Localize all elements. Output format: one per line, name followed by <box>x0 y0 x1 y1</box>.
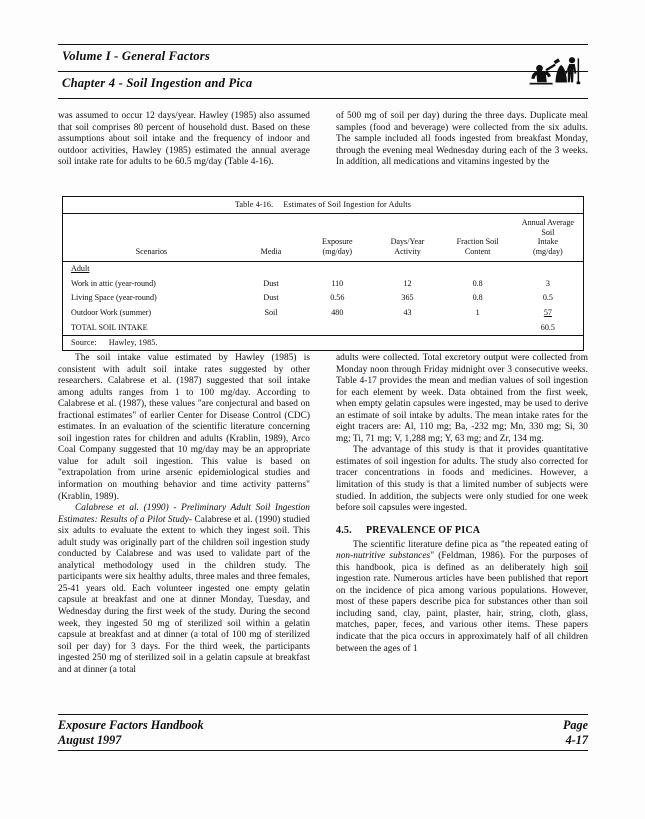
group-cell-days <box>372 261 442 276</box>
study-title-italic: Calabrese et al. (1990) - Preliminary Adult Soil Ingestion Estimates: Results of a Pilot Study- <box>58 503 310 525</box>
cell-scenario: Outdoor Work (summer) <box>71 308 152 318</box>
footer-date: August 1997 <box>58 733 122 747</box>
cell-media: Soil <box>264 308 278 318</box>
header-volume-line <box>58 45 588 71</box>
table-total-row <box>63 320 583 335</box>
column-header-days-line2: Activity <box>394 246 421 256</box>
table-body <box>63 261 583 335</box>
footer-left <box>58 718 204 748</box>
column-header-fraction-line2: Content <box>464 246 491 256</box>
paragraph-right-1: adults were collected. Total excretory output were collected from Monday noon through Friday midnight over 3 consecutive weeks. Table 4-17 provides the mean and median values of soil ingestion for each element by week. Data obtained from the first week, when empty gelatin capsules were ingested, may be used to derive an estimate of soil intake by adults. The mean intake rates for the eight tracers are: Al, 110 mg; Ba, -232 mg; Mn, 330 mg; Si, 30 mg; Ti, 71 mg; V, 1,288 mg; Y, 63 mg; and Zr, 134 mg. <box>336 353 588 444</box>
group-cell-media <box>240 261 302 276</box>
cell-days-year: 43 <box>403 308 412 318</box>
table-row <box>63 306 583 321</box>
section-number: 4.5. <box>336 524 352 536</box>
group-label-text: Adult <box>71 264 90 274</box>
source-label: Source: <box>71 338 97 348</box>
pica-text-italic: non-nutritive substances <box>336 551 431 562</box>
table-4-16 <box>62 196 584 351</box>
column-header-scenarios: Scenarios <box>63 214 240 262</box>
right-column-main <box>336 353 588 676</box>
column-header-fraction-soil <box>443 214 513 262</box>
paragraph-right-3 <box>336 540 588 655</box>
section-heading-4-5 <box>336 525 588 536</box>
table-group-row <box>63 261 583 276</box>
column-header-exposure-line1: Exposure <box>322 237 353 247</box>
cell-annual: 3 <box>545 278 550 288</box>
table-caption-number: Table 4-16. <box>234 200 274 209</box>
right-column-top <box>336 111 588 169</box>
total-cell-days <box>372 320 442 335</box>
footer-page-number: 4-17 <box>565 733 588 747</box>
column-header-annual-line3: (mg/day) <box>533 246 563 256</box>
column-header-exposure <box>302 214 372 262</box>
table-source-note <box>63 335 583 351</box>
cell-media: Dust <box>263 278 279 288</box>
header-chapter-line <box>58 72 588 98</box>
pica-text-a: The scientific literature define pica as "the repeated eating of <box>353 539 588 550</box>
footer-right <box>563 718 588 748</box>
cell-fraction: 0.8 <box>472 293 483 303</box>
pica-text-b: " (Feldman, 1986). For the purposes of this handbook, pica is defined as an deliberately high <box>336 551 588 573</box>
paragraph-right-top: of 500 mg of soil per day) during the three days. Duplicate meal samples (food and beverage) were collected from the six adults. The sample included all foods ingested from breakfast Monday, through the evening meal Wednesday during each of the 3 weeks. In addition, all medications and vitamins ingested by the <box>336 111 588 168</box>
header-rule-bottom <box>58 98 588 99</box>
total-label: TOTAL SOIL INTAKE <box>71 322 148 332</box>
page-footer <box>58 714 588 751</box>
cell-exposure: 0.56 <box>330 293 345 303</box>
people-digging-silhouette-icon <box>528 56 586 86</box>
column-header-days-line1: Days/Year <box>390 237 425 247</box>
main-text-columns <box>58 353 588 676</box>
left-column-top <box>58 111 310 169</box>
soil-ingestion-table <box>63 214 583 335</box>
chapter-title: Chapter 4 - Soil Ingestion and Pica <box>62 76 253 90</box>
top-text-columns <box>58 111 588 169</box>
table-caption <box>63 197 583 214</box>
paragraph-left-top: was assumed to occur 12 days/year. Hawley (1985) also assumed that soil comprises 80 percent of household dust. Based on these assumptions about soil intake and the frequency of indoor and outdoor activities, Hawley (1985) estimated the annual average soil intake rate for adults to be 60.5 mg/day (Table 4-16). <box>58 111 310 168</box>
cell-scenario: Living Space (year-round) <box>71 293 157 303</box>
column-header-media: Media <box>240 214 302 262</box>
cell-fraction: 1 <box>475 308 480 318</box>
page-header <box>58 44 588 99</box>
group-cell-annual <box>513 261 583 276</box>
cell-days-year: 365 <box>401 293 414 303</box>
cell-fraction: 0.8 <box>472 278 483 288</box>
pica-text-c: ingestion rate. Numerous articles have been published that report on the incidence of pica among various populations. However, most of these papers describe pica for substances other than soil including sand, clay, paint, plaster, hair, string, cloth, glass, matches, paper, feces, and various other items. These papers indicate that the pica occurs in approximately half of all children between the ages of 1 <box>336 574 588 654</box>
footer-handbook-title: Exposure Factors Handbook <box>58 718 204 732</box>
paragraph-right-2: The advantage of this study is that it provides quantitative estimates of soil ingestion for adults. The study also corrected for tracer concentrations in foods and medicines. However, a limitation of this study is that a limited number of subjects were studied. In addition, the subjects were only studied for one week before soil capsules were ingested. <box>336 445 588 514</box>
paragraph-left-2 <box>58 503 310 676</box>
table-header-row <box>63 214 583 262</box>
cell-annual: 0.5 <box>542 293 553 303</box>
left-column-main <box>58 353 310 676</box>
top-column-row <box>58 111 588 169</box>
source-text: Hawley, 1985. <box>108 338 158 348</box>
cell-scenario: Work in attic (year-round) <box>71 278 156 288</box>
cell-days-year: 12 <box>403 278 412 288</box>
cell-media: Dust <box>263 293 279 303</box>
total-cell-fraction <box>443 320 513 335</box>
column-header-days-year <box>372 214 442 262</box>
volume-title: Volume I - General Factors <box>62 49 210 63</box>
main-column-row <box>58 353 588 676</box>
total-cell-media <box>240 320 302 335</box>
section-title: PREVALENCE OF PICA <box>366 524 481 536</box>
total-value: 60.5 <box>540 322 555 332</box>
cell-exposure: 110 <box>331 278 344 288</box>
column-header-annual-average <box>513 214 583 262</box>
column-header-exposure-line2: (mg/day) <box>322 246 353 256</box>
footer-rule-bottom <box>58 750 588 751</box>
column-header-annual-line2: Intake <box>537 237 558 247</box>
footer-page-word: Page <box>562 718 588 732</box>
table-row <box>63 291 583 306</box>
pica-text-underlined: soil <box>574 562 588 573</box>
column-header-fraction-line1: Fraction Soil <box>456 237 499 247</box>
table-row <box>63 276 583 291</box>
footer-body <box>58 715 588 748</box>
table-head <box>63 214 583 262</box>
table-caption-text: Estimates of Soil Ingestion for Adults <box>283 200 412 209</box>
group-cell-exposure <box>302 261 372 276</box>
paragraph-left-2-rest: Calabrese et al. (1990) studied six adults to evaluate the extent to which they ingest soil. This adult study was originally part of the children soil ingestion study conducted by Calabrese and was used to validate part of the analytical methodology used in the children study. The participants were six healthy adults, three males and three females, 25-41 years old. Each volunteer ingested one empty gelatin capsule at breakfast and one at dinner Monday, Tuesday, and Wednesday during the first week of the study. During the second week, they ingested 50 mg of sterilized soil within a gelatin capsule at breakfast and at dinner (a total of 100 mg of sterilized soil per day) for 3 days. For the third week, the participants ingested 250 mg of sterilized soil in a gelatin capsule at breakfast and at dinner (a total <box>58 514 310 675</box>
group-label-adult <box>63 261 240 276</box>
total-cell-exposure <box>302 320 372 335</box>
column-header-annual-line1: Annual Average Soil <box>521 218 574 237</box>
group-cell-fraction <box>443 261 513 276</box>
cell-exposure: 480 <box>331 308 344 318</box>
cell-annual-underlined: 57 <box>543 308 552 318</box>
paragraph-left-1: The soil intake value estimated by Hawley (1985) is consistent with adult soil intake rates suggested by other researchers. Calabrese et al. (1987) suggested that soil intake among adults ranges from 1 to 100 mg/day. According to Calabrese et al. (1987), these values "are conjectural and based on fractional estimates" of earlier Center for Disease Control (CDC) estimates. In an evaluation of the scientific literature concerning soil ingestion rates for children and adults (Krablin, 1989), Arco Coal Company suggested that 10 mg/day may be an appropriate value for adult soil ingestion. This value is based on "extrapolation from urine arsenic epidemiological studies and information on mouthing behavior and time activity patterns" (Krablin, 1989). <box>58 353 310 502</box>
